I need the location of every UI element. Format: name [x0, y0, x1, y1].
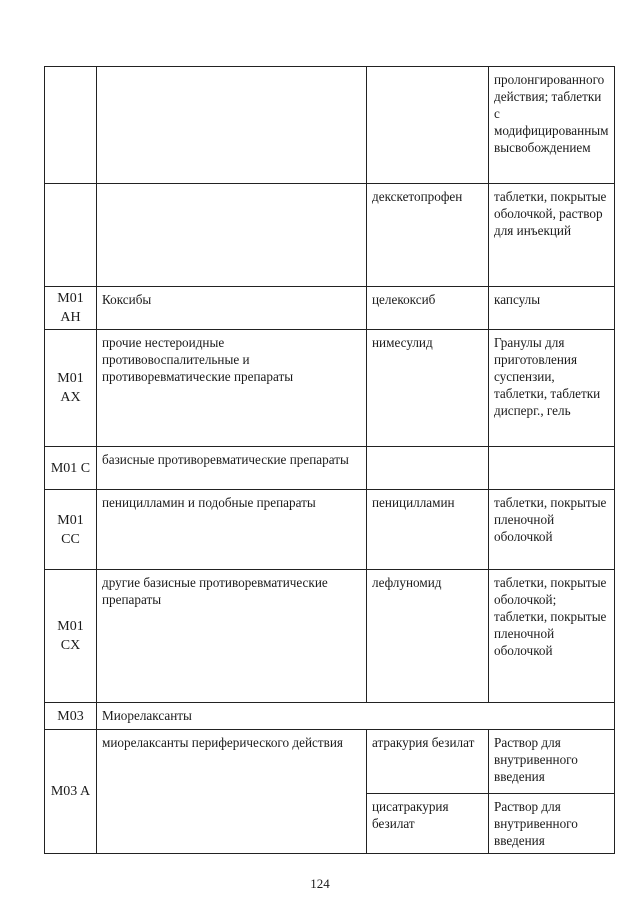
substance-cell: атракурия безилат	[367, 730, 489, 794]
form-cell: таблетки, покрытые оболочкой; таблетки, покрытые пленочной оболочкой	[489, 570, 615, 703]
form-cell: капсулы	[489, 287, 615, 330]
group-cell	[97, 67, 367, 184]
form-cell	[489, 447, 615, 490]
form-cell: Гранулы для приготовления суспензии, таблетки, таблетки дисперг., гель	[489, 330, 615, 447]
substance-cell: нимесулид	[367, 330, 489, 447]
table-row	[45, 703, 615, 730]
table-row	[45, 447, 615, 490]
substance-cell: пеницилламин	[367, 490, 489, 570]
substance-cell: декскетопрофен	[367, 184, 489, 287]
table-row	[45, 184, 615, 287]
substance-cell	[367, 447, 489, 490]
form-cell: таблетки, покрытые оболочкой, раствор для инъекций	[489, 184, 615, 287]
table-row	[45, 730, 615, 794]
atc-code-cell: M01 CX	[45, 570, 97, 703]
table-row	[45, 570, 615, 703]
table-row	[45, 490, 615, 570]
form-cell: Раствор для внутривенного введения	[489, 730, 615, 794]
atc-code-cell: M01 CC	[45, 490, 97, 570]
group-cell: базисные противоревматические препараты	[97, 447, 367, 490]
table-row	[45, 287, 615, 330]
atc-code-cell: M03 A	[45, 730, 97, 854]
group-cell: прочие нестероидные противовоспалительные и противоревматические препараты	[97, 330, 367, 447]
atc-code-cell: M03	[45, 703, 97, 730]
atc-code-cell: M01 AX	[45, 330, 97, 447]
group-cell: пеницилламин и подобные препараты	[97, 490, 367, 570]
table-row	[45, 67, 615, 184]
substance-cell	[367, 67, 489, 184]
drug-table	[44, 66, 615, 854]
form-cell: пролонгированного действия; таблетки с модифицированным высвобождением	[489, 67, 615, 184]
group-cell: Коксибы	[97, 287, 367, 330]
substance-cell: цисатракурия безилат	[367, 794, 489, 854]
substance-cell: целекоксиб	[367, 287, 489, 330]
group-cell: другие базисные противоревматические препараты	[97, 570, 367, 703]
group-cell	[97, 184, 367, 287]
atc-code-cell	[45, 67, 97, 184]
group-cell: Миорелаксанты	[97, 703, 615, 730]
atc-code-cell	[45, 184, 97, 287]
group-cell: миорелаксанты периферического действия	[97, 730, 367, 854]
substance-cell: лефлуномид	[367, 570, 489, 703]
atc-code-cell: M01 AH	[45, 287, 97, 330]
page-number: 124	[310, 876, 330, 891]
table-row	[45, 330, 615, 447]
atc-code-cell: M01 C	[45, 447, 97, 490]
form-cell: Раствор для внутривенного введения	[489, 794, 615, 854]
form-cell: таблетки, покрытые пленочной оболочкой	[489, 490, 615, 570]
